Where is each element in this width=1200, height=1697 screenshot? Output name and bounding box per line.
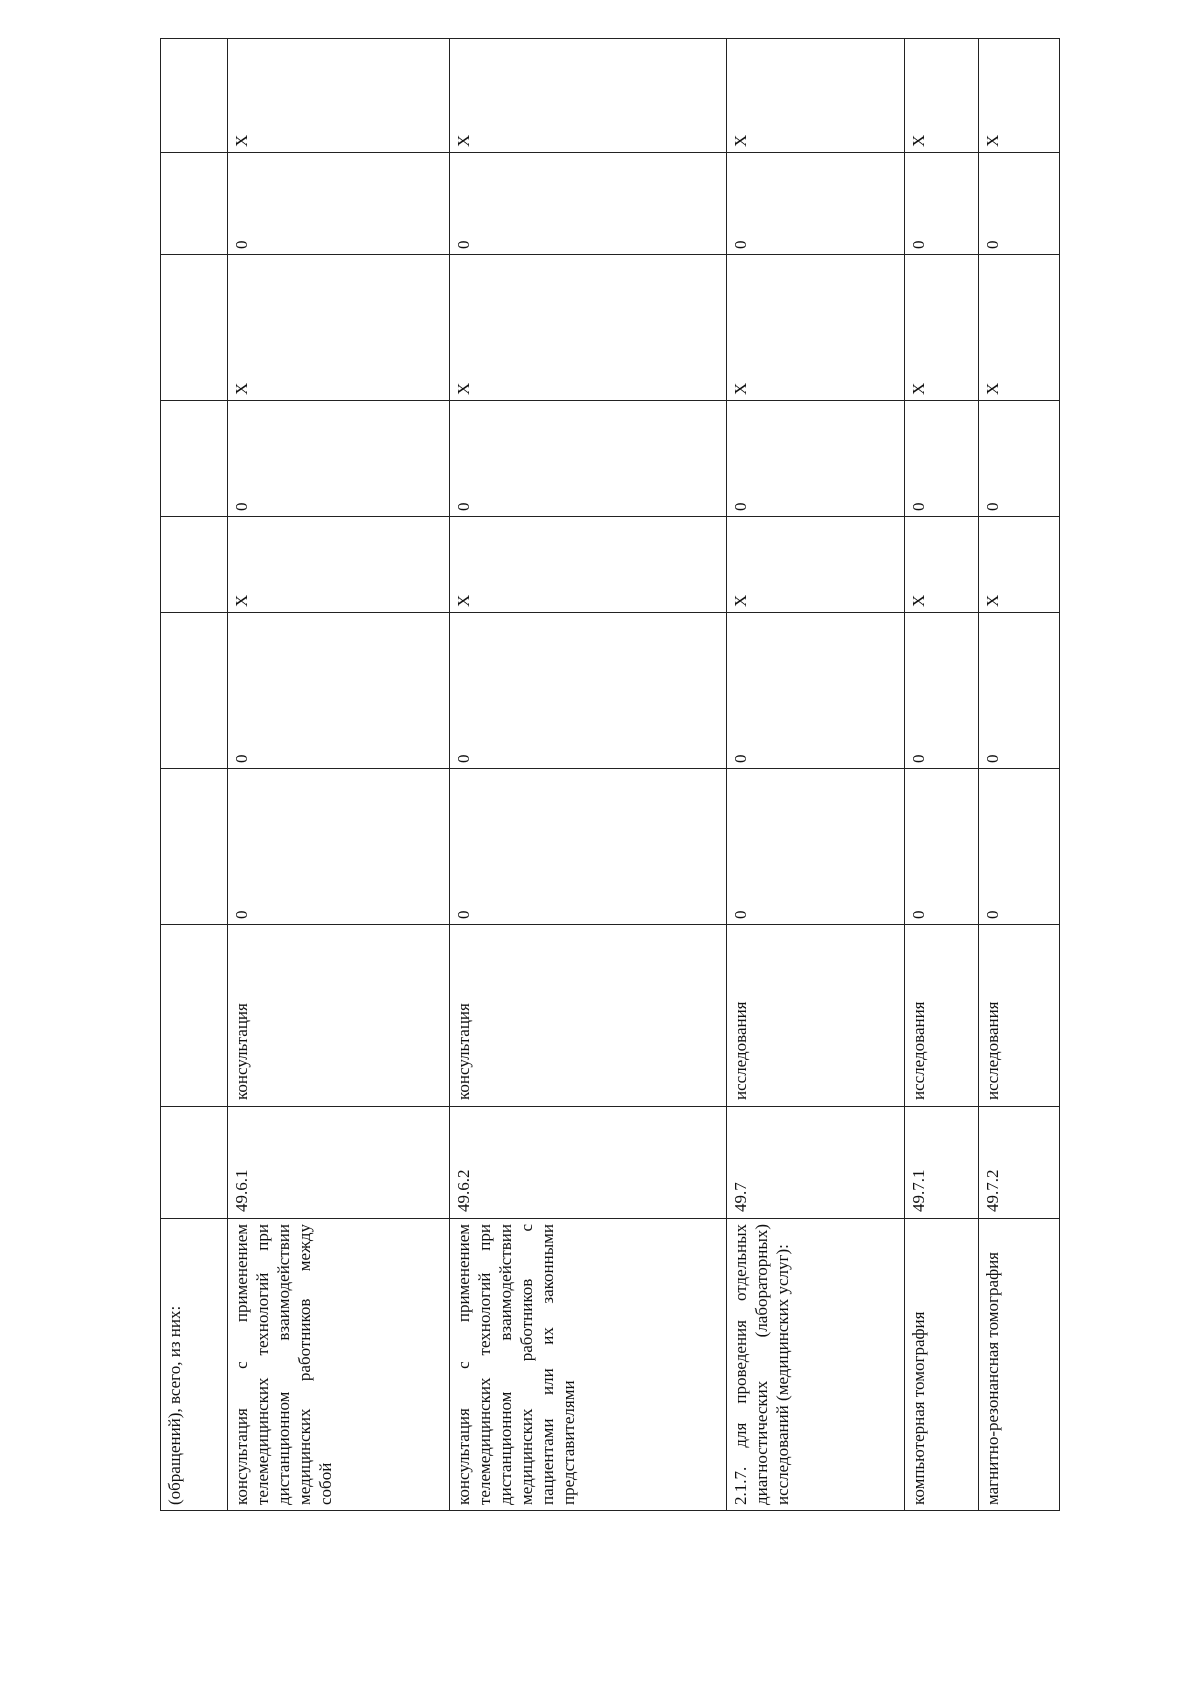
value-cell [161, 517, 228, 613]
value-cell: 0 [905, 401, 979, 517]
value-cell [161, 153, 228, 255]
value-cell: 0 [727, 401, 905, 517]
rotated-document-page [160, 39, 1060, 1511]
row-name-cell: консультация с применением телемедицинских технологий при дистанционном взаимодействии медицинских работников между собой [227, 1219, 449, 1511]
value-cell: X [727, 255, 905, 401]
row-code-cell: 49.7.1 [905, 1107, 979, 1219]
value-cell: X [227, 255, 449, 401]
value-cell: 0 [227, 769, 449, 925]
value-cell: 0 [450, 153, 727, 255]
row-code-cell: 49.7 [727, 1107, 905, 1219]
row-code-cell [161, 1107, 228, 1219]
value-cell: 0 [227, 401, 449, 517]
value-cell: 0 [905, 613, 979, 769]
table-row [727, 39, 905, 1511]
value-cell: 0 [227, 153, 449, 255]
value-cell: X [450, 39, 727, 153]
row-name-cell: консультация с применением телемедицинских технологий при дистанционном взаимодействии медицинских работников с пациентами или их законными представителями [450, 1219, 727, 1511]
table-row [161, 39, 228, 1511]
value-cell: X [905, 39, 979, 153]
row-unit-cell: исследования [905, 925, 979, 1107]
value-cell: 0 [979, 769, 1060, 925]
value-cell: X [450, 517, 727, 613]
value-cell [161, 613, 228, 769]
table-row [979, 39, 1060, 1511]
value-cell: 0 [979, 401, 1060, 517]
value-cell: 0 [727, 613, 905, 769]
value-cell: X [905, 517, 979, 613]
value-cell: 0 [979, 613, 1060, 769]
row-unit-cell: исследования [979, 925, 1060, 1107]
row-name-cell: компьютерная томография [905, 1219, 979, 1511]
table-row [227, 39, 449, 1511]
table-row [905, 39, 979, 1511]
value-cell: X [727, 39, 905, 153]
value-cell: X [727, 517, 905, 613]
row-name-cell: (обращений), всего, из них: [161, 1219, 228, 1511]
value-cell: 0 [905, 153, 979, 255]
row-unit-cell [161, 925, 228, 1107]
value-cell: X [450, 255, 727, 401]
row-unit-cell: исследования [727, 925, 905, 1107]
value-cell: X [979, 255, 1060, 401]
value-cell: 0 [227, 613, 449, 769]
row-unit-cell: консультация [450, 925, 727, 1107]
row-code-cell: 49.6.2 [450, 1107, 727, 1219]
value-cell: 0 [727, 153, 905, 255]
value-cell: 0 [905, 769, 979, 925]
value-cell: 0 [979, 153, 1060, 255]
services-table [160, 38, 1060, 1511]
value-cell [161, 769, 228, 925]
row-name-cell: магнитно-резонансная томография [979, 1219, 1060, 1511]
value-cell: 0 [727, 769, 905, 925]
row-code-cell: 49.7.2 [979, 1107, 1060, 1219]
row-code-cell: 49.6.1 [227, 1107, 449, 1219]
value-cell [161, 255, 228, 401]
value-cell: X [227, 39, 449, 153]
value-cell: 0 [450, 401, 727, 517]
value-cell: X [905, 255, 979, 401]
row-name-cell: 2.1.7. для проведения отдельных диагностических (лабораторных) исследований (медицинских услуг): [727, 1219, 905, 1511]
value-cell [161, 39, 228, 153]
value-cell: 0 [450, 613, 727, 769]
value-cell: X [227, 517, 449, 613]
row-unit-cell: консультация [227, 925, 449, 1107]
value-cell: X [979, 39, 1060, 153]
value-cell: 0 [450, 769, 727, 925]
value-cell: X [979, 517, 1060, 613]
table-row [450, 39, 727, 1511]
value-cell [161, 401, 228, 517]
